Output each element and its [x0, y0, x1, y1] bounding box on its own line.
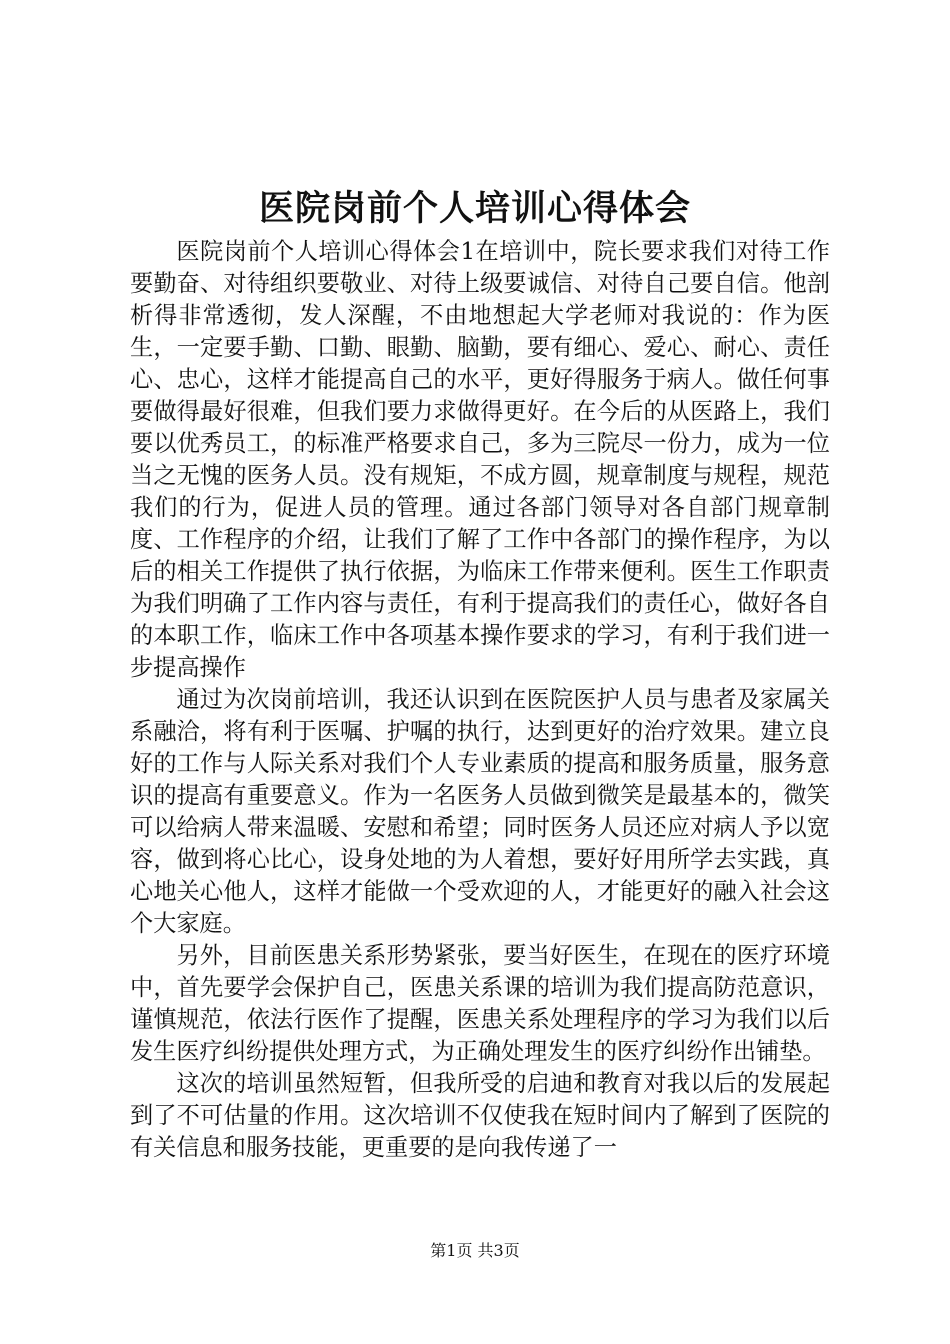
document-title: 医院岗前个人培训心得体会 — [258, 188, 691, 229]
paragraph-3: 另外，目前医患关系形势紧张，要当好医生，在现在的医疗环境中，首先要学会保护自己，医患关系课的培训为我们提高防范意识，谨慎规范，依法行医作了提醒，医患关系处理程序的学习为我们以后发生医疗纠纷提供处理方式，为正确处理发生的医疗纠纷作出铺垫。 — [130, 942, 830, 1065]
paragraph-4: 这次的培训虽然短暂，但我所受的启迪和教育对我以后的发展起到了不可估量的作用。这次培训不仅使我在短时间内了解到了医院的有关信息和服务技能，更重要的是向我传递了一 — [130, 1070, 830, 1161]
document-body — [130, 236, 830, 1164]
paragraph-1: 医院岗前个人培训心得体会1在培训中，院长要求我们对待工作要勤奋、对待组织要敬业、对待上级要诚信、对待自己要自信。他剖析得非常透彻，发人深醒，不由地想起大学老师对我说的：作为医生，一定要手勤、口勤、眼勤、脑勤，要有细心、爱心、耐心、责任心、忠心，这样才能提高自己的水平，更好得服务于病人。做任何事要做得最好很难，但我们要力求做得更好。在今后的从医路上，我们要以优秀员工，的标准严格要求自己，多为三院尽一份力，成为一位当之无愧的医务人员。没有规矩，不成方圆，规章制度与规程，规范我们的行为，促进人员的管理。通过各部门领导对各自部门规章制度、工作程序的介绍，让我们了解了工作中各部门的操作程序，为以后的相关工作提供了执行依据，为临床工作带来便利。医生工作职责为我们明确了工作内容与责任，有利于提高我们的责任心，做好各自的本职工作，临床工作中各项基本操作要求的学习，有利于我们进一步提高操作 — [130, 238, 830, 681]
page-number-footer: 第1页 共3页 — [430, 1241, 520, 1260]
paragraph-2: 通过为次岗前培训，我还认识到在医院医护人员与患者及家属关系融洽，将有利于医嘱、护嘱的执行，达到更好的治疗效果。建立良好的工作与人际关系对我们个人专业素质的提高和服务质量，服务意识的提高有重要意义。作为一名医务人员做到微笑是最基本的，微笑可以给病人带来温暖、安慰和希望；同时医务人员还应对病人予以宽容，做到将心比心，设身处地的为人着想，要好好用所学去实践，真心地关心他人，这样才能做一个受欢迎的人，才能更好的融入社会这个大家庭。 — [130, 686, 830, 937]
